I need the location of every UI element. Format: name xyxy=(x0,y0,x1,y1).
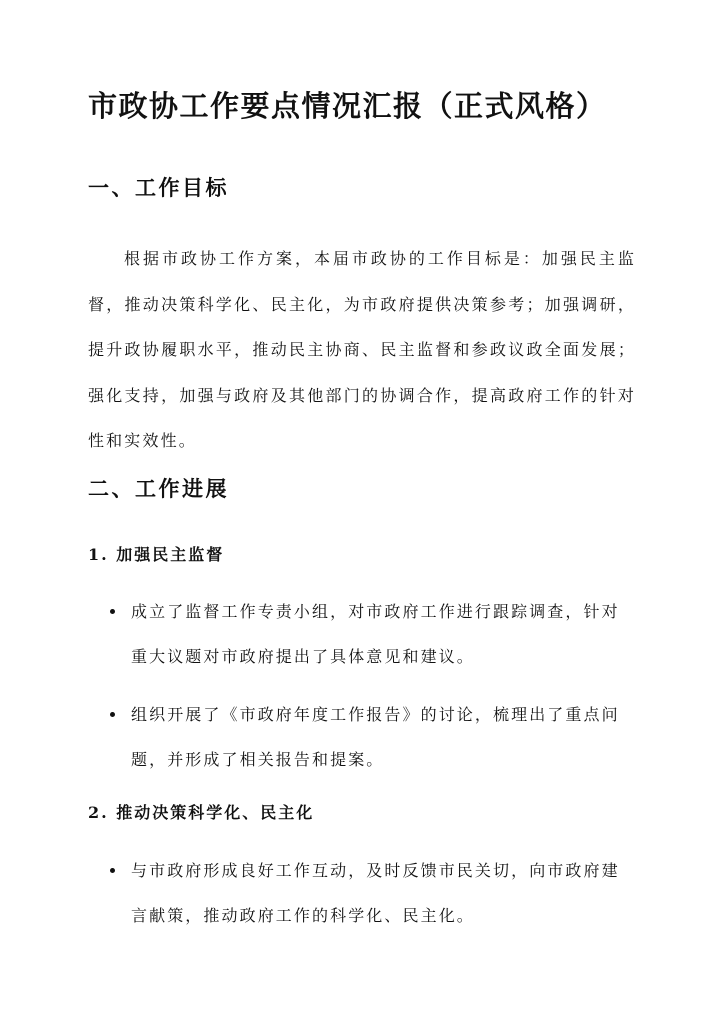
subsection-heading-supervision: 1. 加强民主监督 xyxy=(88,545,225,564)
page-title: 市政协工作要点情况汇报（正式风格） xyxy=(88,89,607,123)
bullet-icon xyxy=(110,712,115,717)
list-item xyxy=(131,589,626,679)
section-heading-progress: 二、工作进展 xyxy=(88,476,229,501)
list-item-text: 与市政府形成良好工作互动，及时反馈市民关切，向市政府建言献策，推动政府工作的科学化、民主化。 xyxy=(131,861,620,925)
subsection-heading-decision: 2. 推动决策科学化、民主化 xyxy=(88,803,315,822)
list-item xyxy=(131,848,626,938)
list-item xyxy=(131,692,626,782)
section-heading-goals: 一、工作目标 xyxy=(88,175,229,200)
goals-paragraph: 根据市政协工作方案，本届市政协的工作目标是：加强民主监督，推动决策科学化、民主化，为市政府提供决策参考；加强调研，提升政协履职水平，推动民主协商、民主监督和参政议政全面发展；强化支持，加强与政府及其他部门的协调合作，提高政府工作的针对性和实效性。 xyxy=(88,249,636,450)
list-item-text: 组织开展了《市政府年度工作报告》的讨论，梳理出了重点问题，并形成了相关报告和提案。 xyxy=(131,705,620,769)
bullet-icon xyxy=(110,609,115,614)
bullet-icon xyxy=(110,868,115,873)
list-item-text: 成立了监督工作专责小组，对市政府工作进行跟踪调查，针对重大议题对市政府提出了具体意见和建议。 xyxy=(131,602,620,666)
